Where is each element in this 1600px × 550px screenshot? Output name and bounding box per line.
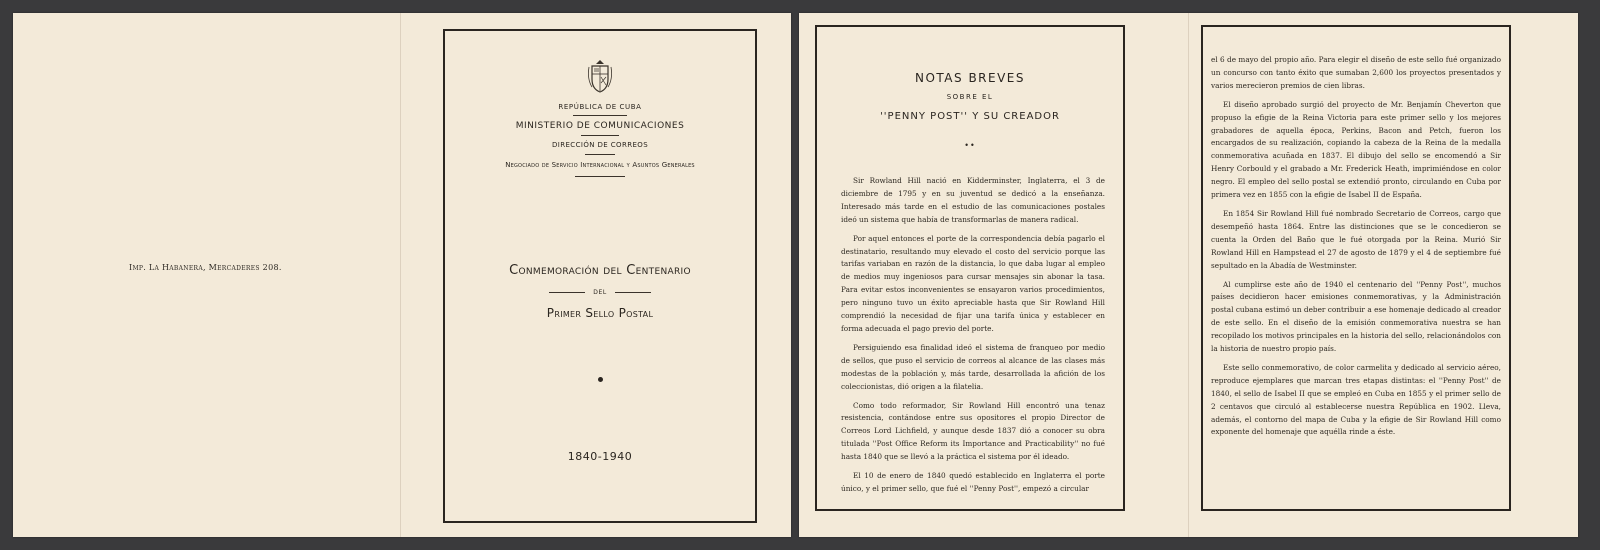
paragraph: Este sello conmemorativo, de color carmelita y dedicado al servicio aéreo, reproduce ejemplares que marcan tres etapas distintas: el ''Penny Post'' de 1840, el sello de Isabel II que se empleó en Cuba en 1855 y el primer sello de 2 centavos que circuló al establecerse nuestra República en 1902. Lleva, además, el contorno del mapa de Cuba y la efigie de Sir Rowland Hill como exponente del homenaje que aquélla rinde a éste.	[1211, 362, 1501, 437]
notes-text-column-2	[1211, 54, 1501, 445]
ornament-dots: ••	[964, 141, 976, 150]
ministry-label: MINISTERIO DE COMUNICACIONES	[515, 121, 685, 131]
paragraph: Persiguiendo esa finalidad ideó el sistema de franqueo por medio de sellos, que puso el servicio de correos al alcance de las clases más modestas de la población y, más tarde, desarrollada la afición de los coleccionistas, dió origen a la filatelia.	[841, 342, 1105, 391]
coat-of-arms-icon	[586, 59, 614, 93]
paragraph: Sir Rowland Hill nació en Kidderminster, Inglaterra, el 3 de diciembre de 1795 y en su juventud se dedicó a la enseñanza. Interesado más tarde en el estudio de las comunicaciones postales ideó un sistema que había de transformarlas de manera radical.	[841, 176, 1105, 224]
back-panel	[13, 13, 400, 537]
del-row	[445, 289, 755, 296]
booklet-inner-sheet	[799, 13, 1578, 537]
divider	[573, 115, 627, 116]
divider	[585, 154, 615, 155]
booklet-outer-sheet	[13, 13, 791, 537]
direction-label: DIRECCIÓN DE CORREOS	[551, 141, 649, 149]
paragraph: En 1854 Sir Rowland Hill fué nombrado Secretario de Correos, cargo que desempeñó hasta 1864. Entre las distinciones que se le concedieron se cuenta la Orden del Baño que le fué otorgada por la Reina. Murió Sir Rowland Hill en Hampstead el 27 de agosto de 1879 y el 4 de septiembre fué sepultado en la Abadía de Westminster.	[1211, 208, 1501, 270]
notes-heading: NOTAS BREVES	[914, 71, 1026, 85]
notes-panel-right	[1201, 25, 1511, 511]
cover-years: 1840-1940	[567, 450, 633, 463]
bullet-dot	[598, 377, 603, 382]
ornament-divider	[575, 176, 625, 177]
cover-subtitle: Primer Sello Postal	[546, 306, 654, 320]
paragraph: Como todo reformador, Sir Rowland Hill encontró una tenaz resistencia, contándose entre sus opositores el propio Director de Correos Lord Lichfield, y aunque desde 1837 dió a conocer su obra titulada ''Post Office Reform its Importance and Practicability'' no fué hasta 1840 que se llevó a la práctica el sistema por él ideado.	[841, 400, 1105, 462]
negociado-label: Negociado de Servicio Internacional y Asuntos Generales	[505, 161, 695, 169]
paragraph: El diseño aprobado surgió del proyecto de Mr. Benjamín Cheverton que propuso la efigie de la Reina Victoria para este primer sello y los mejores grabadores de aquella época, Perkins, Bacon and Petch, fueron los encargados de su realización, copiando la cabeza de la Reina de la medalla conmemorativa acuñada en 1837. El dibujo del sello se encomendó a Sir Henry Corbould y el grabado a Mr. Frederick Heath, imprimiéndose en color negro. El empleo del sello postal se extendió pronto, circulando en Cuba por primera vez en 1855 con la efigie de Isabel II de España.	[1211, 99, 1501, 200]
paragraph: el 6 de mayo del propio año. Para elegir el diseño de este sello fué organizado un concurso con tanto éxito que sumaban 2,600 los proyectos presentados y varios merecieron premios de cien libras.	[1211, 55, 1501, 90]
notes-text-column-1	[841, 175, 1105, 502]
paragraph: Por aquel entonces el porte de la correspondencia debía pagarlo el destinatario, resultando muy elevado el costo del servicio porque las tarifas variaban en razón de la distancia, lo que daba lugar al empleo de medios muy ingeniosos para cursar mensajes sin abonar la tasa. Para evitar estos inconvenientes se ensayaron varios procedimientos, pero ninguno tuvo un éxito apreciable hasta que Sir Rowland Hill comprendió la necesidad de fijar una tarifa única y establecer en forma adecuada el pago previo del porte.	[841, 233, 1105, 333]
republic-label: REPÚBLICA DE CUBA	[558, 103, 642, 111]
fold-line	[400, 13, 401, 537]
notes-subheading: SOBRE EL	[946, 93, 994, 101]
paragraph: El 10 de enero de 1840 quedó establecido en Inglaterra el porte único, y el primer sello, que fué el ''Penny Post'', empezó a circular	[841, 471, 1105, 493]
divider	[581, 135, 619, 136]
printer-imprint: Imp. La Habanera, Mercaderes 208.	[129, 263, 282, 272]
notes-panel-left	[815, 25, 1125, 511]
fold-line	[1188, 13, 1189, 537]
notes-title: ''PENNY POST'' Y SU CREADOR	[880, 111, 1060, 122]
del-label: DEL	[593, 289, 607, 296]
cover-title: Conmemoración del Centenario	[509, 263, 691, 278]
paragraph: Al cumplirse este año de 1940 el centenario del ''Penny Post'', muchos países decidieron hacer emisiones conmemorativas, y la Administración postal cubana estimó un deber contribuir a ese homenaje dedicado al creador de este sello. En el diseño de la emisión conmemorativa nuestra se han recopilado los motivos principales en la historia del sello, relacionándolos con la historia de nuestro propio país.	[1211, 279, 1501, 354]
cover-frame	[443, 29, 757, 523]
